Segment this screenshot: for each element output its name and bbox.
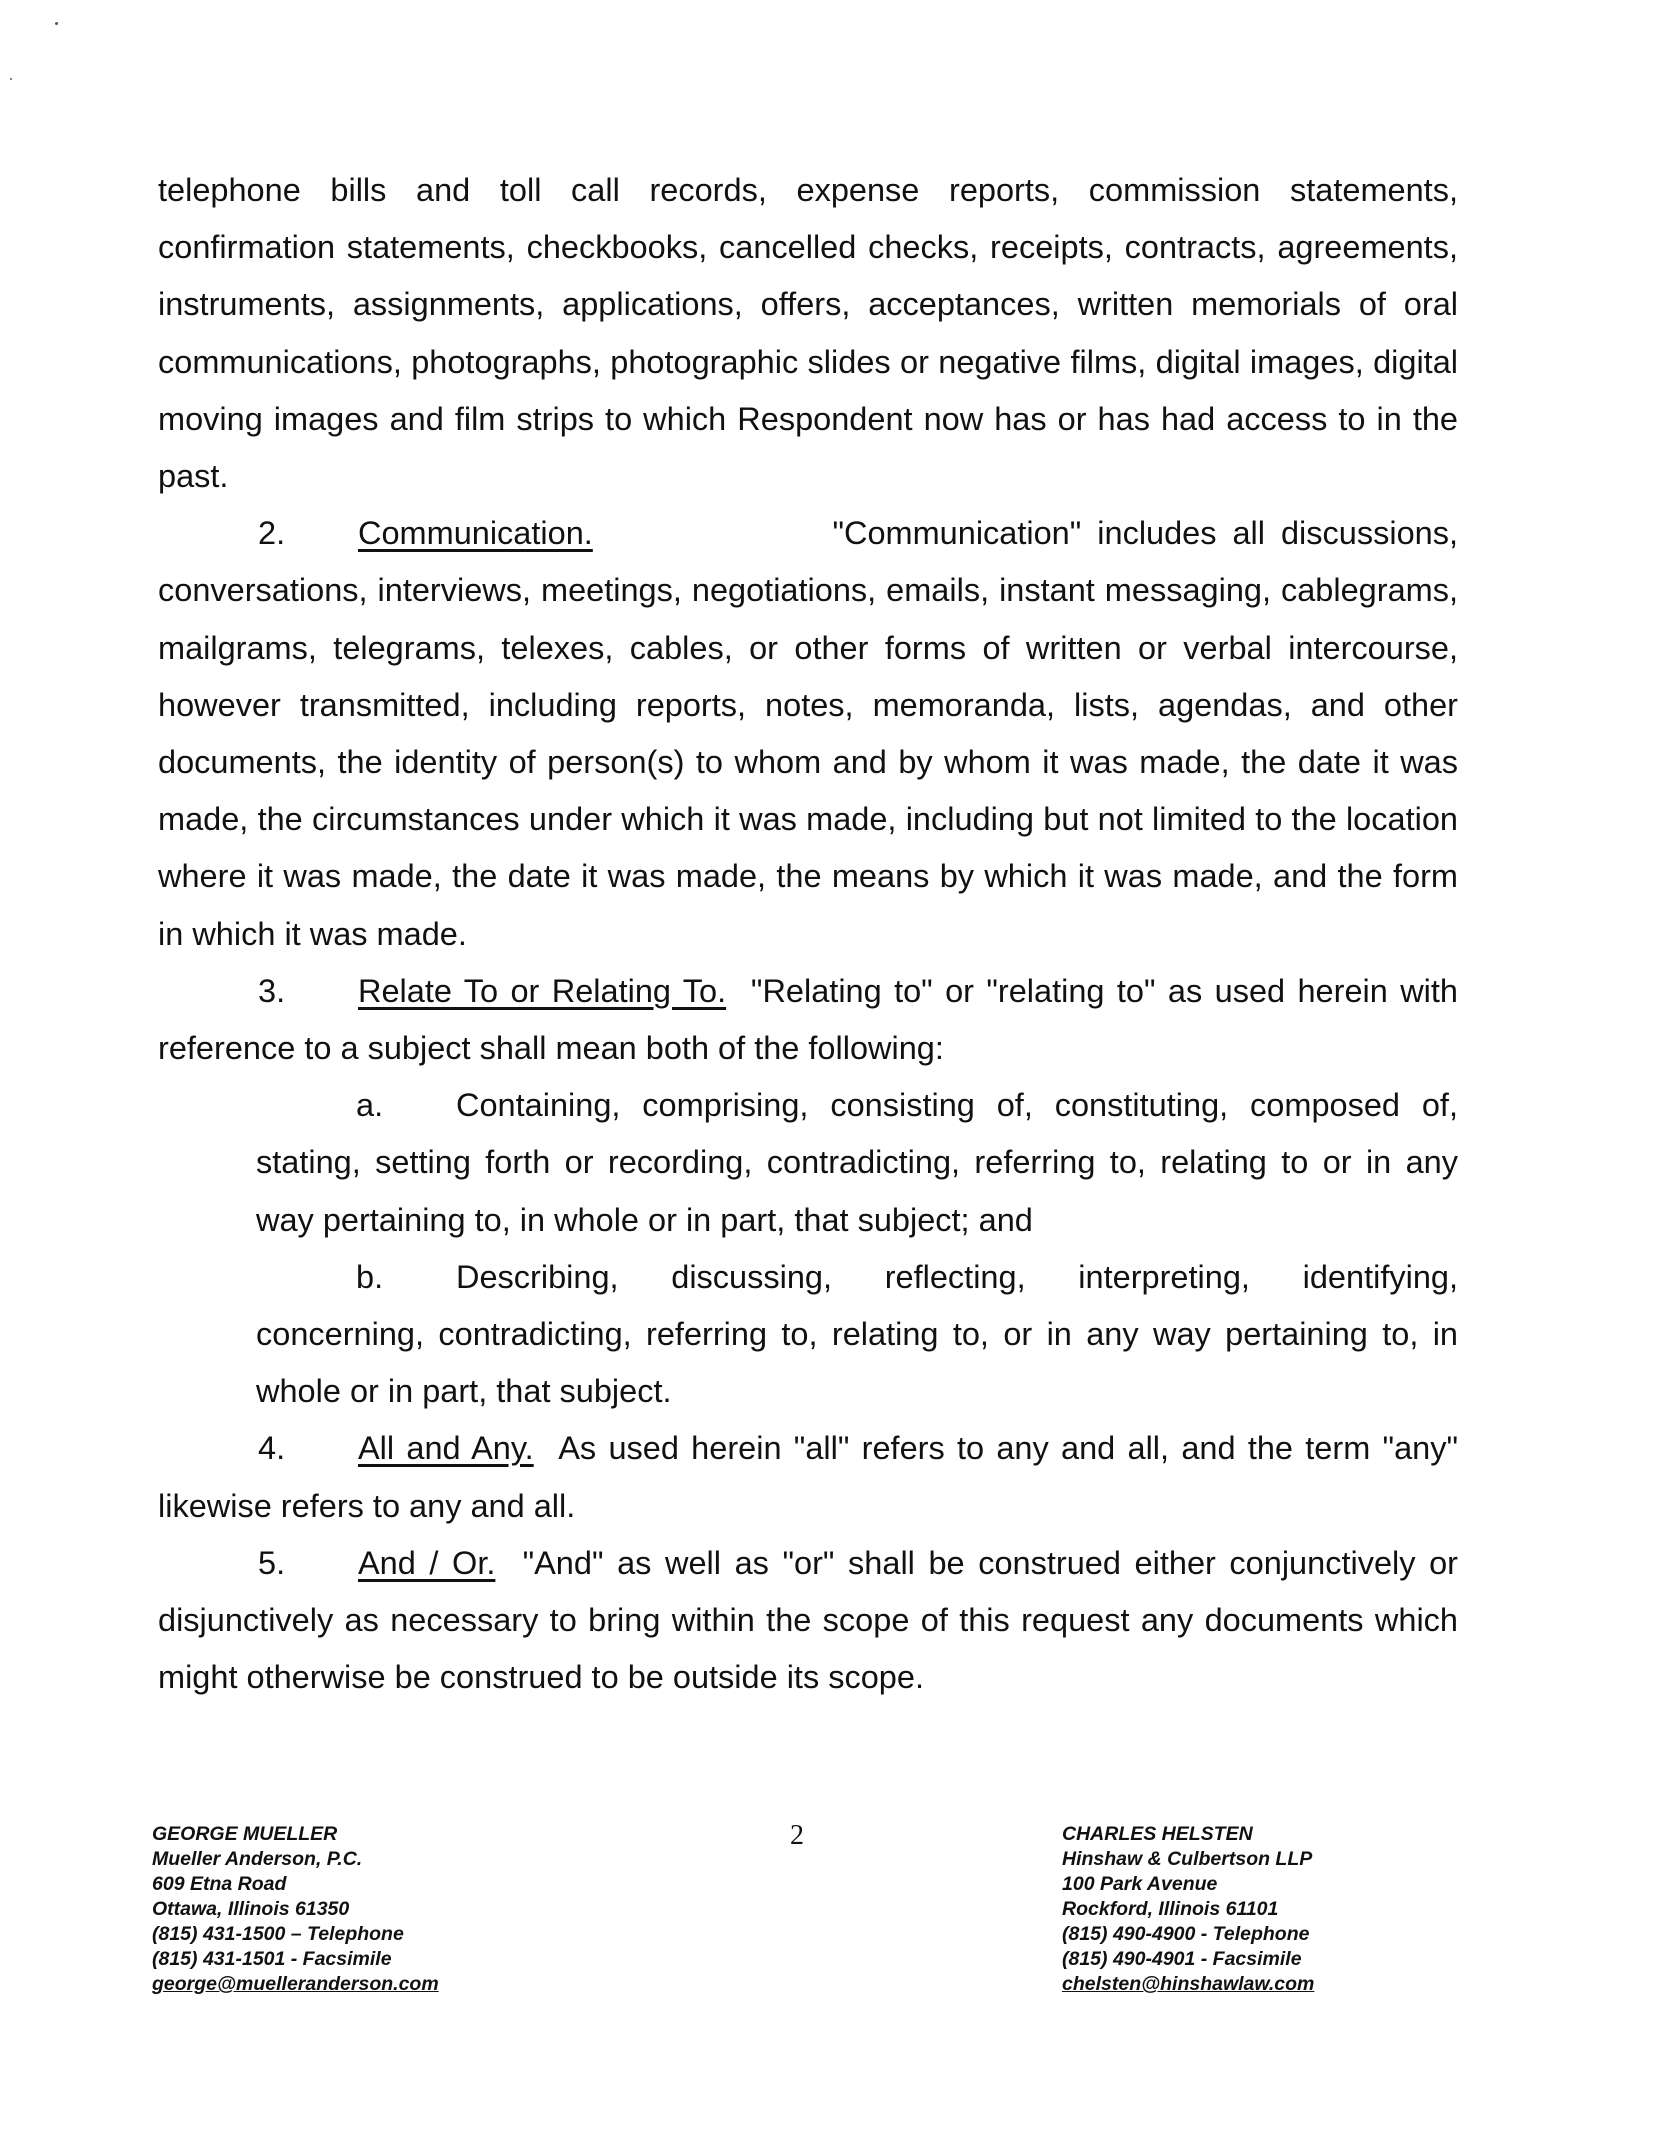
section-text: "Relating to" or "relating to" as used herein with reference to a subject shall mean both of the following: — [158, 972, 1458, 1067]
section-text: "And" as well as "or" shall be construed either conjunctively or disjunctively as necessary to bring within the scope of this request any documents which might otherwise be construed to be outside its scope. — [158, 1544, 1458, 1696]
attorney-firm: Mueller Anderson, P.C. — [152, 1848, 363, 1870]
section-text: As used herein "all" refers to any and all, and the term "any" likewise refers to any and all. — [158, 1430, 1459, 1524]
scan-speck — [55, 22, 58, 25]
section-heading: All and Any. — [358, 1430, 534, 1467]
section-number: 4. — [258, 1430, 286, 1467]
attorney-name: GEORGE MUELLER — [152, 1823, 338, 1845]
section-communication — [158, 505, 1458, 963]
footer-right-attorney-block — [1062, 1822, 1314, 1997]
attorney-firm: Hinshaw & Culbertson LLP — [1062, 1848, 1313, 1870]
attorney-facsimile: (815) 490-4901 - Facsimile — [1062, 1948, 1302, 1970]
intro-paragraph: telephone bills and toll call records, expense reports, commission statements, confirmation statements, checkbooks, cancelled checks, receipts, contracts, agreements, instruments, assignments, applications, offers, acceptances, written memorials of oral communications, photographs, photographic slides or negative films, digital images, digital moving images and film strips to which Respondent now has or has had access to in the past. — [158, 172, 1458, 495]
attorney-telephone: (815) 490-4900 - Telephone — [1062, 1923, 1310, 1945]
subitem-letter: a. — [356, 1087, 384, 1124]
attorney-email-link[interactable]: chelsten@hinshawlaw.com — [1062, 1973, 1315, 1995]
subitem-text: Describing, discussing, reflecting, interpreting, identifying, concerning, contradicting, referring to, relating to, or in any way pertaining to, in whole or in part, that subject. — [256, 1258, 1458, 1410]
subitem-text: Containing, comprising, consisting of, constituting, composed of, stating, setting forth or recording, contradicting, referring to, relating to or in any way pertaining to, in whole or in part, that subject; and — [256, 1087, 1458, 1238]
section-text: "Communication" includes all discussions, conversations, interviews, meetings, negotiations, emails, instant messaging, cablegrams, mailgrams, telegrams, telexes, cables, or other forms of written or verbal intercourse, however transmitted, including reports, notes, memoranda, lists, agendas, and other documents, the identity of person(s) to whom and by whom it was made, the date it was made, the circumstances under which it was made, including but not limited to the location where it was made, the date it was made, the means by which it was made, and the form in which it was made. — [158, 515, 1458, 952]
document-body — [158, 162, 1458, 1706]
subitem-a — [256, 1077, 1458, 1249]
section-heading: Relate To or Relating To. — [358, 972, 727, 1009]
section-and-or — [158, 1535, 1458, 1707]
section-relate-to — [158, 963, 1458, 1077]
section-number: 3. — [258, 972, 286, 1009]
scan-speck — [10, 78, 12, 80]
section-heading: And / Or. — [358, 1544, 496, 1581]
footer-left-attorney-block — [152, 1822, 439, 1997]
subitem-b — [256, 1249, 1458, 1421]
attorney-city: Ottawa, Illinois 61350 — [152, 1898, 350, 1920]
attorney-city: Rockford, Illinois 61101 — [1062, 1898, 1279, 1920]
attorney-facsimile: (815) 431-1501 - Facsimile — [152, 1948, 392, 1970]
subitem-letter: b. — [356, 1258, 384, 1295]
attorney-email-link[interactable]: george@muelleranderson.com — [152, 1973, 439, 1995]
section-heading: Communication. — [358, 515, 593, 552]
section-number: 2. — [258, 515, 286, 552]
attorney-telephone: (815) 431-1500 – Telephone — [152, 1923, 404, 1945]
section-number: 5. — [258, 1544, 286, 1581]
page-number: 2 — [790, 1820, 804, 1851]
attorney-address: 609 Etna Road — [152, 1873, 287, 1895]
section-all-and-any — [158, 1420, 1458, 1534]
attorney-name: CHARLES HELSTEN — [1062, 1823, 1253, 1845]
attorney-address: 100 Park Avenue — [1062, 1873, 1218, 1895]
